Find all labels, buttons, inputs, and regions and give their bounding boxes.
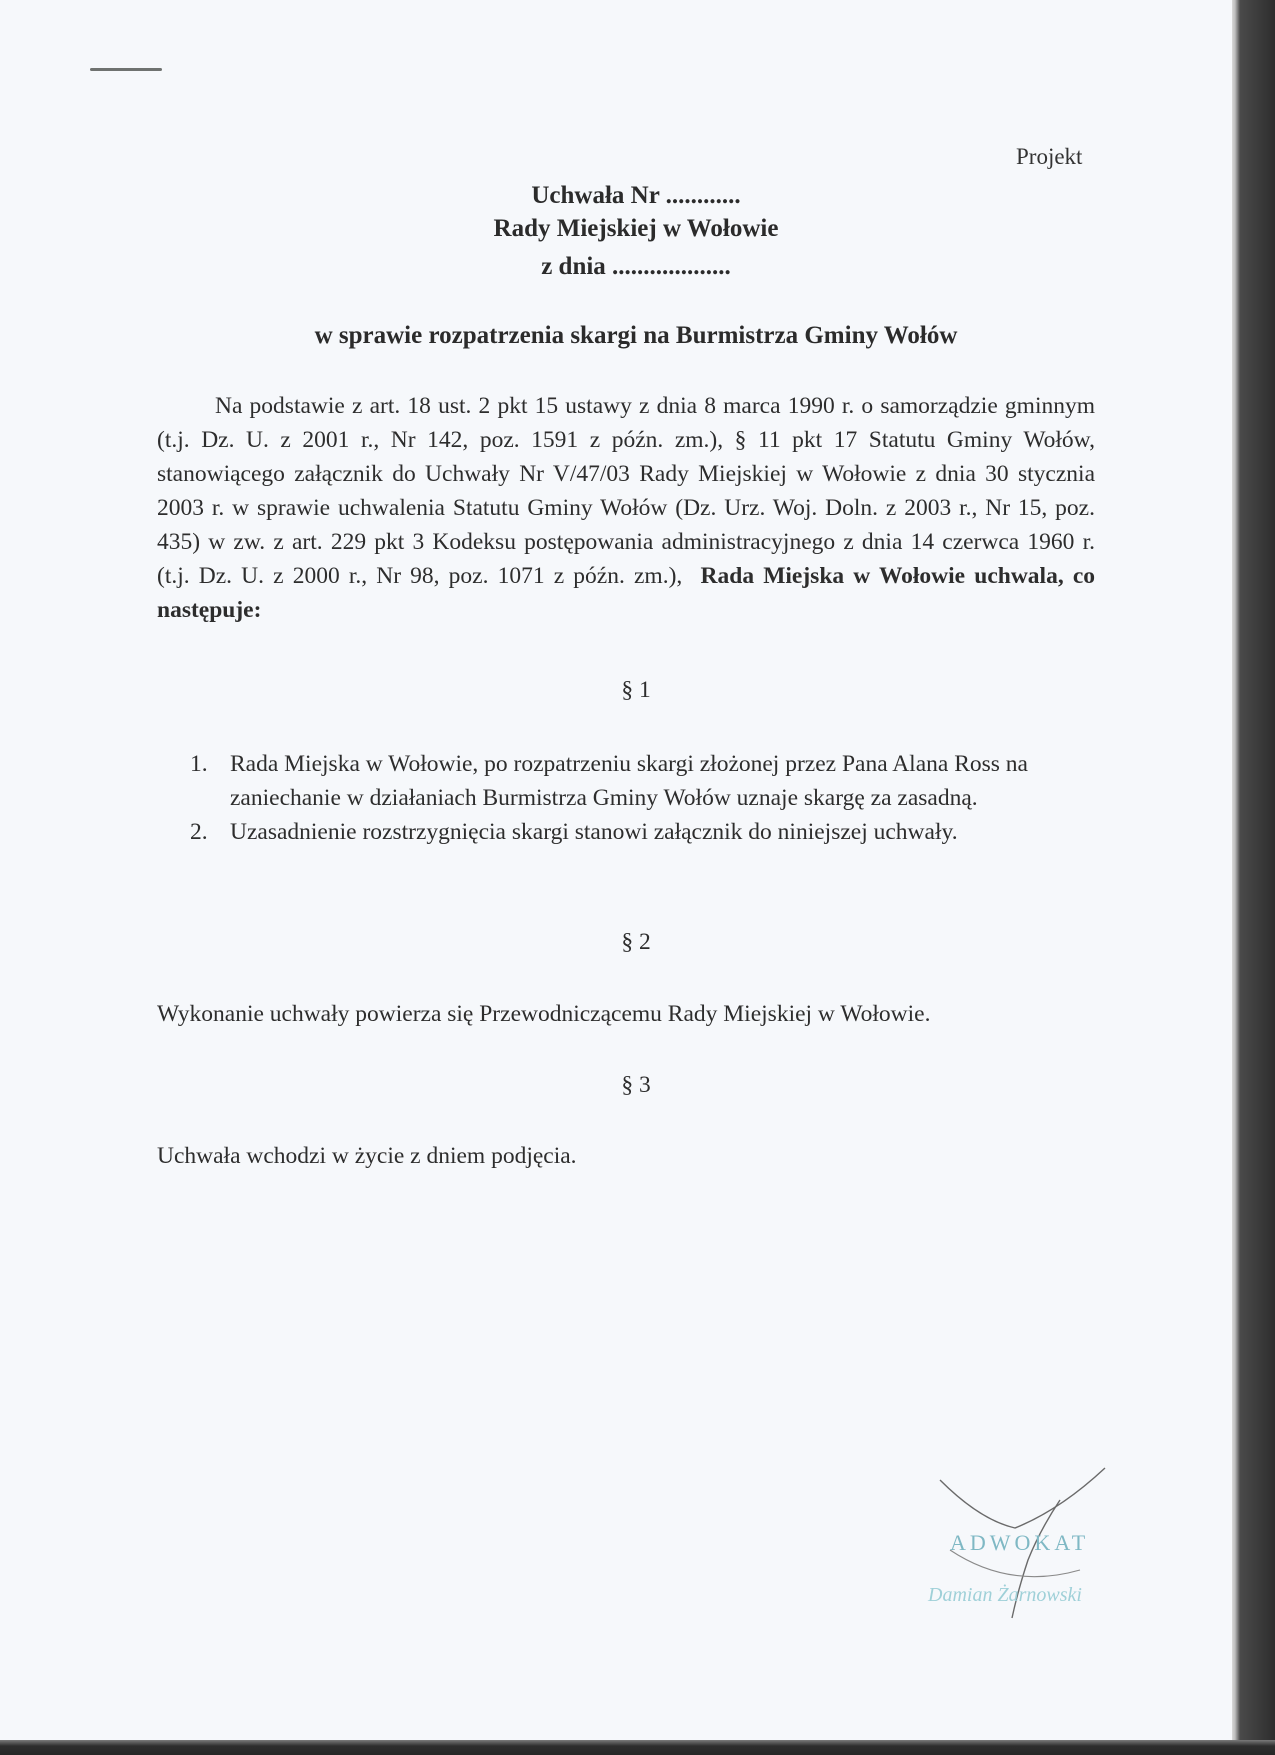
- resolution-date: z dnia ...................: [541, 253, 731, 280]
- preamble-resolution-clause: Rada Miejska w Wołowie uchwala, co następuje:: [157, 563, 1096, 623]
- section-1-list: [190, 747, 1100, 849]
- list-item: [190, 815, 1100, 849]
- section-3-text: Uchwała wchodzi w życie z dniem podjęcia.: [157, 1143, 577, 1169]
- section-3-heading: § 3: [621, 1072, 651, 1098]
- preamble-text: Na podstawie z art. 18 ust. 2 pkt 15 ustawy z dnia 8 marca 1990 r. o samorządzie gminnym (t.j. Dz. U. z 2001 r., Nr 142, poz. 1591 z późn. zm.), § 11 pkt 17 Statutu Gminy Wołów, stanowiącego załącznik do Uchwały Nr V/47/03 Rady Miejskiej w Wołowie z dnia 30 stycznia 2003 r. w sprawie uchwalenia Statutu Gminy Wołów (Dz. Urz. Woj. Doln. z 2003 r., Nr 15, poz. 435) w zw. z art. 229 pkt 3 Kodeksu postępowania administracyjnego z dnia 14 czerwca 1960 r. (t.j. Dz. U. z 2000 r., Nr 98, poz. 1071 z późn. zm.),: [157, 393, 1095, 589]
- list-item-number: 2.: [190, 819, 208, 845]
- stamp-name: Damian Żarnowski: [928, 1584, 1082, 1606]
- council-name: Rady Miejskiej w Wołowie: [493, 215, 779, 242]
- section-1-heading: § 1: [621, 677, 651, 703]
- list-item-number: 1.: [190, 751, 208, 777]
- preamble: [157, 389, 1095, 627]
- list-item-text: Uzasadnienie rozstrzygnięcia skargi stanowi załącznik do niniejszej uchwały.: [230, 819, 958, 845]
- list-item: [190, 747, 1100, 815]
- section-2-text: Wykonanie uchwały powierza się Przewodniczącemu Rady Miejskiej w Wołowie.: [157, 1001, 931, 1027]
- scan-mark: [90, 68, 162, 71]
- resolution-subject: w sprawie rozpatrzenia skargi na Burmistrza Gminy Wołów: [314, 322, 958, 349]
- list-item-text: Rada Miejska w Wołowie, po rozpatrzeniu skargi złożonej przez Pana Alana Ross na zaniechanie w działaniach Burmistrza Gminy Wołów uznaje skargę za zasadną.: [230, 751, 1028, 811]
- scan-edge-bottom: [0, 1740, 1275, 1755]
- stamp-title: ADWOKAT: [950, 1530, 1090, 1555]
- section-2-heading: § 2: [621, 929, 651, 955]
- resolution-number: Uchwała Nr ............: [531, 182, 741, 209]
- scan-edge-right: [1232, 0, 1275, 1755]
- projekt-label: Projekt: [1016, 144, 1083, 169]
